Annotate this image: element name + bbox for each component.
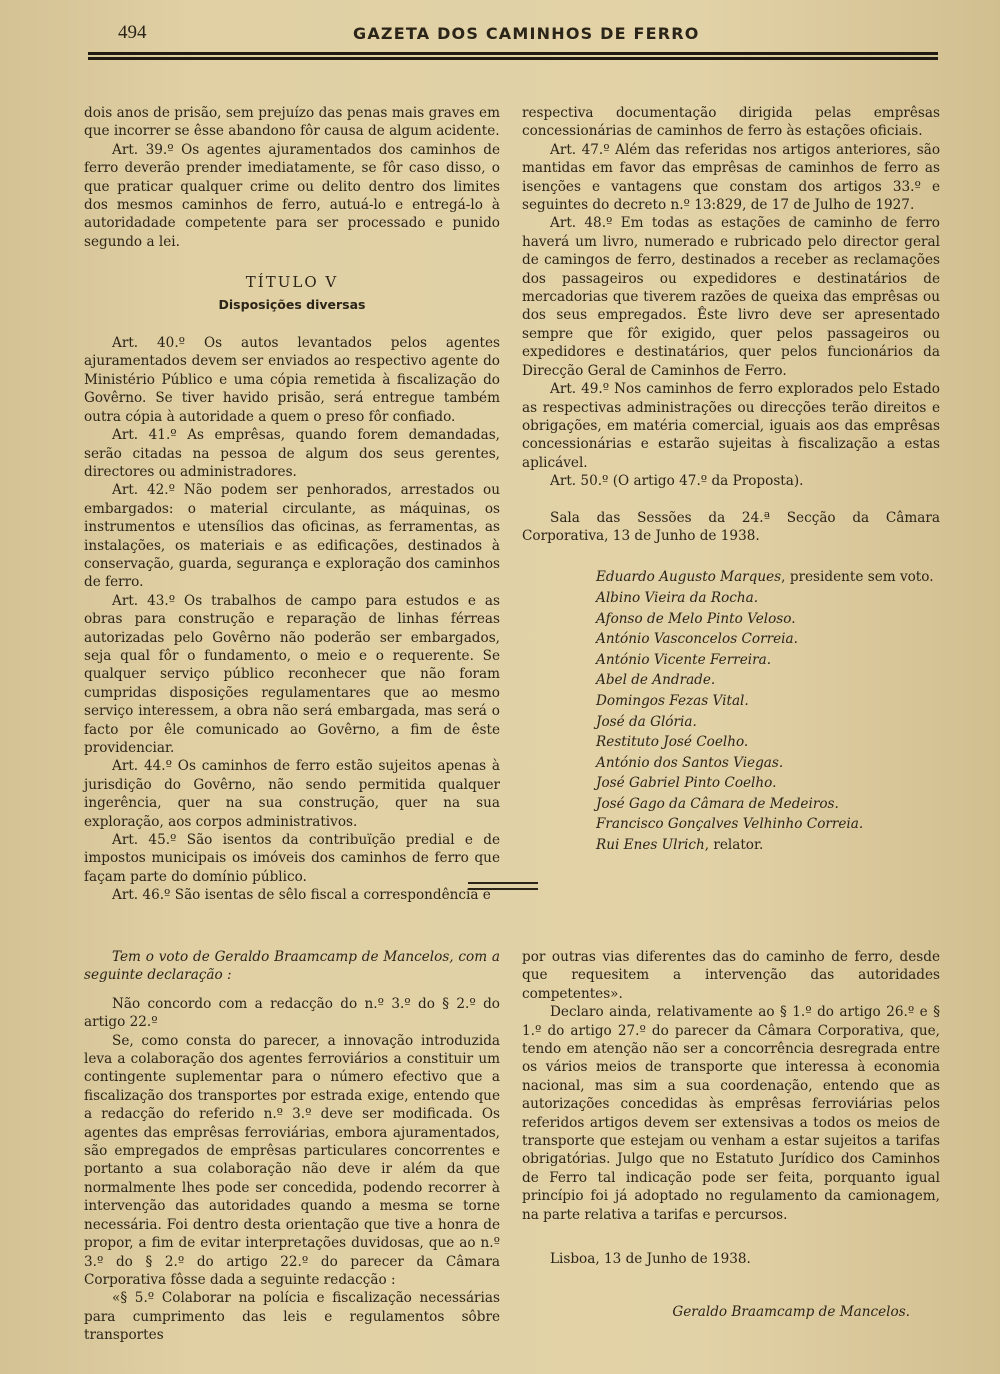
paragraph: Declaro ainda, relativamente ao § 1.º do artigo 26.º e § 1.º do artigo 27.º do parecer da Câmara Corporativa, que, tendo em atenção não ser a concorrência desregrada entre os vários meios de transporte que interessa à economia nacional, mas sim a sua coordenação, entendo que as autorizações concedidas às emprêsas ferroviárias pelos referidos artigos devem ser extensivas a todos os meios de transporte que estejam ou venham a estar sujeitos a tarifas obrigatórias. Julgo que no Estatuto Jurídico dos Caminhos de Ferro tal indicação pode ser feita, porquanto igual princípio foi já adoptado no regulamento da camionagem, na parte relativa a tarifas e percursos.: [522, 1004, 940, 1223]
signature: Geraldo Braamcamp de Mancelos.: [672, 1303, 910, 1320]
signer: Francisco Gonçalves Velhinho Correia.: [596, 816, 864, 833]
paragraph: dois anos de prisão, sem prejuízo das penas mais graves em que incorrer se êsse abandono fôr causa de algum acidente.: [84, 105, 500, 140]
header-rule: [88, 52, 938, 60]
article-46: Art. 46.º São isentas de sêlo fiscal a correspondência e: [112, 887, 491, 904]
paragraph: respectiva documentação dirigida pelas emprêsas concessionárias de caminhos de ferro às estações oficiais.: [522, 105, 940, 140]
column-top-left: [84, 104, 500, 905]
article-45: Art. 45.º São isentos da contribuïção predial e de impostos municipais os imóveis dos caminhos de ferro que façam parte do domínio público.: [84, 832, 500, 885]
article-44: Art. 44.º Os caminhos de ferro estão sujeitos apenas à jurisdição do Govêrno, não sendo permitida qualquer ingerência, quer na sua construção, quer na sua exploração, aos corpos administrativos.: [84, 758, 500, 830]
signer: Afonso de Melo Pinto Veloso.: [596, 610, 796, 627]
signer: António Vasconcelos Correia.: [596, 631, 798, 648]
article-48: Art. 48.º Em todas as estações de caminho de ferro haverá um livro, numerado e rubricado pelo director geral de camingos de ferro, destinados a receber as reclamações dos passageiros ou expedidores e destinatários de mercadorias que tiverem razões de queixa das emprêsas ou dos seus empregados. Êste livro deve ser apresentado sempre que fôr exigido, quer pelos passageiros ou expedidores e destinatários, quer pelos funcionários da Direcção Geral de Caminhos de Ferro.: [522, 215, 940, 379]
signer: Domingos Fezas Vital.: [596, 692, 749, 709]
column-bottom-left: [84, 948, 500, 1345]
signer: António dos Santos Viegas.: [596, 754, 784, 771]
article-40: Art. 40.º Os autos levantados pelos agentes ajuramentados devem ser enviados ao respectivo agente do Ministério Público e uma cópia remetida à fiscalização do Govêrno. Se tiver havido prisão, será entregue também outra cópia à autoridade a quem o preso fôr confiado.: [84, 335, 500, 425]
signers-list: [596, 567, 940, 855]
signer: Restituto José Coelho.: [596, 734, 749, 751]
article-47: Art. 47.º Além das referidas nos artigos anteriores, são mantidas em favor das emprêsas de caminhos de ferro as isenções e vantagens que constam dos artigos 33.º e seguintes do decreto n.º 13:829, de 17 de Julho de 1927.: [522, 141, 940, 214]
section-title: TÍTULO V: [245, 273, 339, 292]
article-50: Art. 50.º (O artigo 47.º da Proposta).: [550, 473, 804, 490]
article-41: Art. 41.º As emprêsas, quando forem demandadas, serão citadas na pessoa de algum dos seus gerentes, directores ou administradores.: [84, 427, 500, 480]
signer: António Vicente Ferreira.: [596, 651, 772, 668]
signer: José da Glória.: [596, 713, 697, 730]
paragraph: por outras vias diferentes das do caminho de ferro, desde que requesitem a intervenção das autoridades competentes».: [522, 949, 940, 1002]
signer: Abel de Andrade.: [596, 672, 716, 689]
page-header: [88, 22, 938, 48]
journal-title: GAZETA DOS CAMINHOS DE FERRO: [353, 24, 700, 43]
article-39: Art. 39.º Os agentes ajuramentados dos caminhos de ferro deverão prender imediatamente, se fôr caso disso, o que praticar qualquer crime ou delito dentro dos limites dos mesmos caminhos de ferro, autuá-lo e entregá-lo à autoridadade competente para ser processado e punido segundo a lei.: [84, 141, 500, 250]
vote-note: Tem o voto de Geraldo Braamcamp de Mancelos, com a seguinte declaração :: [84, 949, 500, 984]
signer: José Gabriel Pinto Coelho.: [596, 775, 777, 792]
date-line: Lisboa, 13 de Junho de 1938.: [550, 1251, 751, 1268]
paragraph: Se, como consta do parecer, a innovação introduzida leva a colaboração dos agentes ferroviários a constituir um contingente suplementar para o número efectivo que a fiscalização dos transportes por estrada exige, entendo que a redacção do referido n.º 3.º deve ser modificada. Os agentes das emprêsas ferroviárias, embora ajuramentados, são empregados de emprêsas particulares concorrentes e portanto a sua colaboração não deve ir além da que normalmente lhes pode ser concedida, podendo recorrer à intervenção das autoridades quando a mesma se torne necessária. Foi dentro desta orientação que tive a honra de propor, a fim de evitar interpretações duvidosas, que ao n.º 3.º do § 2.º do artigo 22.º do parecer da Câmara Corporativa fôsse dada a seguinte redacção :: [84, 1032, 500, 1288]
column-top-right: [522, 104, 940, 856]
page-number: 494: [118, 22, 147, 43]
column-bottom-right: [522, 948, 940, 1321]
section-divider: [468, 882, 538, 890]
paragraph: «§ 5.º Colaborar na polícia e fiscalização necessárias para cumprimento das leis e regulamentos sôbre transportes: [84, 1290, 500, 1344]
session-note: Sala das Sessões da 24.ª Secção da Câmara Corporativa, 13 de Junho de 1938.: [522, 509, 940, 544]
signer: José Gago da Câmara de Medeiros.: [596, 795, 839, 812]
signer: Albino Vieira da Rocha.: [596, 589, 759, 606]
section-subtitle: Disposições diversas: [218, 296, 366, 312]
article-43: Art. 43.º Os trabalhos de campo para estudos e as obras para construção e reparação de linhas férreas autorizadas pelo Govêrno não poderão ser embargados, seja qual fôr o fundamento, o meio e o requerente. Se qualquer serviço público reconhecer que não foram cumpridas disposições regulamentares que ao mesmo serviço interessem, a obra não será embargada, mas será o facto por êle comunicado ao Govêrno, a fim de êste providenciar.: [84, 592, 500, 756]
article-49: Art. 49.º Nos caminhos de ferro explorados pelo Estado as respectivas administrações ou direcções terão direitos e obrigações, em matéria comercial, iguais aos das emprêsas concessionárias e estarão sujeitas à fiscalização a estas aplicável.: [522, 381, 940, 471]
article-42: Art. 42.º Não podem ser penhorados, arrestados ou embargados: o material circulante, as máquinas, os instrumentos e utensílios das oficinas, as ferramentas, as instalações, os materiais e as edificações, destinados à conservação, guarda, segurança e exploração dos caminhos de ferro.: [84, 482, 500, 591]
paragraph: Não concordo com a redacção do n.º 3.º do § 2.º do artigo 22.º: [84, 995, 500, 1031]
signer: Eduardo Augusto Marques, presidente sem voto.: [596, 569, 934, 586]
signer: Rui Enes Ulrich, relator.: [596, 837, 764, 854]
